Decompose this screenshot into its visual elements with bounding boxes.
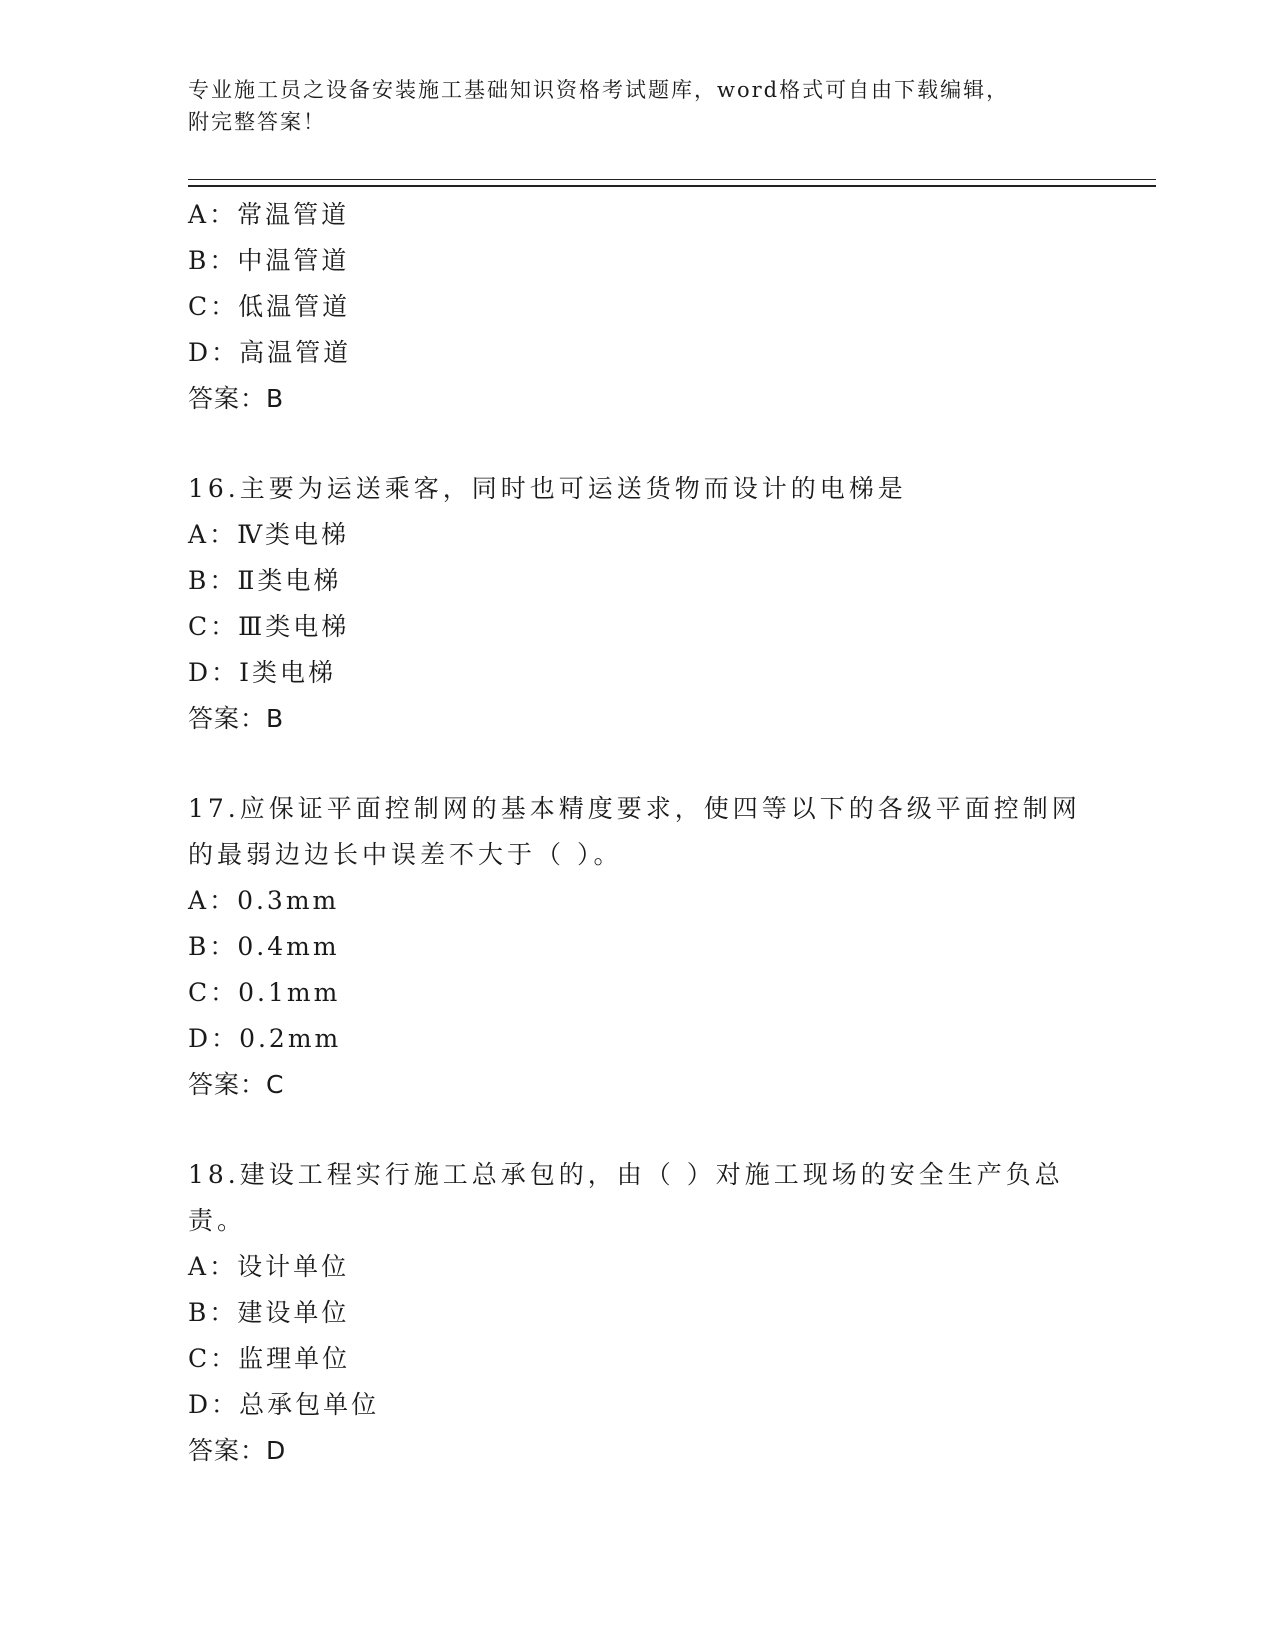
option-c: C：低温管道 (188, 292, 351, 321)
question-block (188, 786, 1148, 1108)
answer-line: 答案：B (188, 704, 285, 733)
option-b: B：0.4mm (188, 932, 340, 961)
answer-line: 答案：D (188, 1436, 287, 1465)
question-block (188, 192, 1148, 422)
header-divider (188, 179, 1156, 187)
answer-line: 答案：B (188, 384, 285, 413)
option-d: D：高温管道 (188, 338, 352, 367)
question-stem: 17.应保证平面控制网的基本精度要求，使四等以下的各级平面控制网的最弱边边长中误差不大于（ ）。 (188, 794, 1081, 869)
option-c: C：0.1mm (188, 978, 341, 1007)
option-d: D：0.2mm (188, 1024, 342, 1053)
question-stem: 18.建设工程实行施工总承包的，由（ ）对施工现场的安全生产负总责。 (188, 1160, 1064, 1235)
option-b: B：建设单位 (188, 1298, 350, 1327)
question-list (188, 192, 1148, 1474)
option-b: B：Ⅱ类电梯 (188, 566, 342, 595)
header-line-2: 附完整答案！ (188, 110, 326, 134)
option-a: A：Ⅳ类电梯 (188, 520, 350, 549)
option-c: C：监理单位 (188, 1344, 351, 1373)
option-c: C：Ⅲ类电梯 (188, 612, 350, 641)
document-header (188, 74, 1068, 138)
option-a: A：常温管道 (188, 200, 350, 229)
option-a: A：设计单位 (188, 1252, 350, 1281)
option-d: D：总承包单位 (188, 1390, 380, 1419)
option-d: D：Ⅰ类电梯 (188, 658, 336, 687)
question-block (188, 1152, 1148, 1474)
option-b: B：中温管道 (188, 246, 350, 275)
question-stem: 16.主要为运送乘客，同时也可运送货物而设计的电梯是 (188, 474, 907, 503)
question-block (188, 466, 1148, 742)
answer-line: 答案：C (188, 1070, 285, 1099)
header-line-1: 专业施工员之设备安装施工基础知识资格考试题库，word格式可自由下载编辑， (188, 78, 1010, 102)
option-a: A：0.3mm (188, 886, 340, 915)
